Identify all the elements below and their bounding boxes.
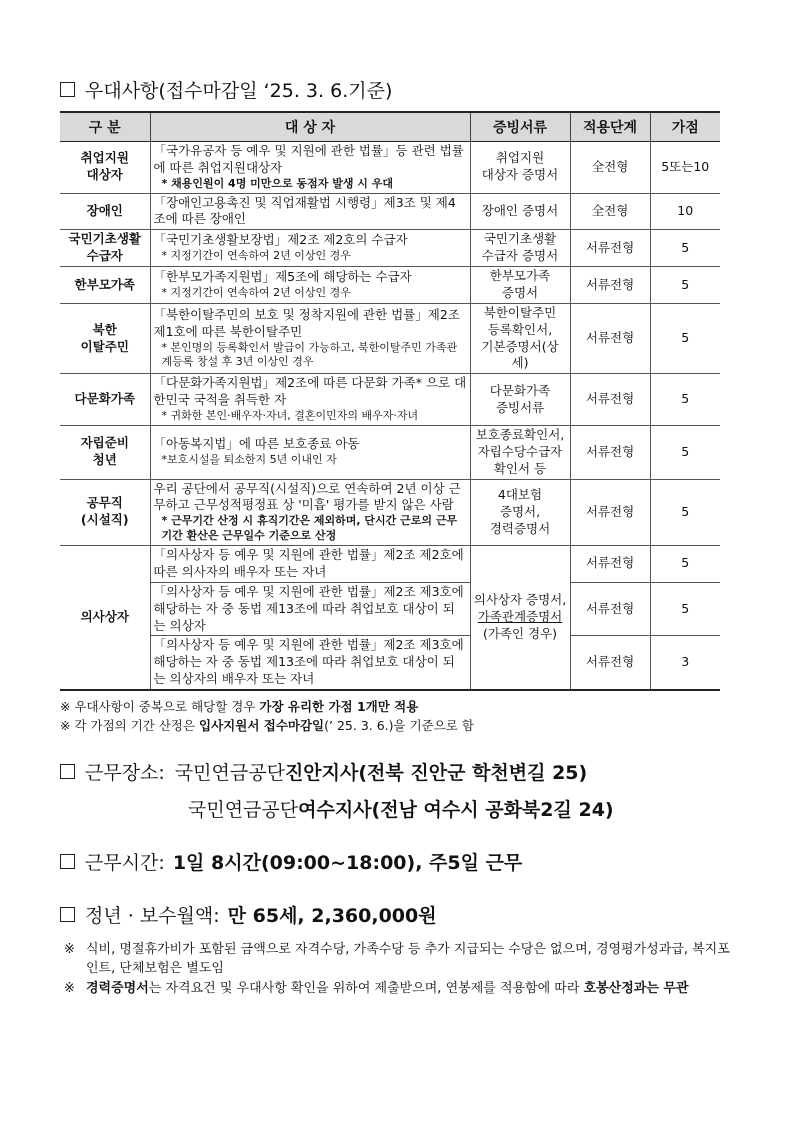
checkbox-square-icon bbox=[60, 854, 75, 869]
checkbox-square-icon bbox=[60, 907, 75, 922]
workplace-line1-branch: 진안지사(전북 진안군 학천변길 25) bbox=[284, 761, 588, 784]
table-header-row bbox=[60, 112, 720, 142]
workplace-line2-branch: 여수지사(전남 여수시 공화북2길 24) bbox=[298, 798, 614, 821]
row-points: 5 bbox=[650, 267, 720, 304]
row-stage: 서류전형 bbox=[570, 374, 650, 426]
salary-label: 정년 · 보수월액: bbox=[85, 904, 220, 927]
footnote-2 bbox=[60, 716, 740, 735]
martyr-doc-line1: 의사상자 증명서, bbox=[473, 592, 567, 608]
footnote-2-bold: 입사지원서 접수마감일 bbox=[199, 718, 325, 734]
row-category: 자립준비 청년 bbox=[60, 425, 150, 479]
row-points: 5 bbox=[650, 374, 720, 426]
row-target-note: *보호시설을 퇴소한지 5년 이내인 자 bbox=[161, 453, 337, 467]
note-mark: ※ bbox=[64, 980, 75, 996]
row-stage: 全전형 bbox=[570, 142, 650, 194]
hours-value: 1일 8시간(09:00~18:00), 주5일 근무 bbox=[172, 851, 523, 874]
salary-note-1 bbox=[64, 940, 740, 979]
row-target-martyr: 「의사상자 등 예우 및 지원에 관한 법률」제2조 제3호에 해당하는 자 중 동법 제13조에 따라 취업보호 대상이 되는 의상자 bbox=[150, 582, 470, 636]
section-workplace-line2 bbox=[60, 795, 740, 822]
row-points: 5 bbox=[650, 425, 720, 479]
row-target-text: 「국가유공자 등 예우 및 지원에 관한 법률」등 관련 법률에 따른 취업지원대상자 bbox=[153, 143, 464, 175]
row-stage-martyr: 서류전형 bbox=[570, 636, 650, 690]
row-target-text: 「북한이탈주민의 보호 및 정착지원에 관한 법률」제2조 제1호에 따른 북한이탈주민 bbox=[153, 306, 460, 339]
row-points: 5 bbox=[650, 230, 720, 267]
table-row bbox=[60, 479, 720, 545]
table-footnotes bbox=[60, 697, 740, 736]
row-category: 장애인 bbox=[60, 193, 150, 230]
row-points: 10 bbox=[650, 193, 720, 230]
row-target-note: * 본인명의 등록확인서 발급이 가능하고, 북한이탈주민 가족관계등록 창설 후 3년 이상인 경우 bbox=[161, 340, 458, 369]
row-target bbox=[150, 267, 470, 304]
row-target bbox=[150, 479, 470, 545]
workplace-line2-org: 국민연금공단 bbox=[188, 798, 299, 821]
row-document: 장애인 증명서 bbox=[470, 193, 570, 230]
salary-notes bbox=[60, 940, 740, 999]
document-page bbox=[60, 76, 740, 998]
row-target-note: * 귀화한 본인·배우자·자녀, 결혼이민자의 배우자·자녀 bbox=[161, 409, 419, 423]
row-points: 5 bbox=[650, 303, 720, 374]
row-target-note: * 채용인원이 4명 미만으로 동점자 발생 시 우대 bbox=[161, 176, 393, 190]
header-document: 증빙서류 bbox=[470, 112, 570, 142]
row-document: 북한이탈주민 등록확인서, 기본증명서(상세) bbox=[470, 303, 570, 374]
row-target bbox=[150, 230, 470, 267]
section-salary bbox=[60, 901, 740, 928]
row-category-martyr: 의사상자 bbox=[60, 546, 150, 691]
salary-note-2-bold-c: 호봉산정과는 무관 bbox=[583, 980, 689, 996]
row-document: 4대보험 증명서, 경력증명서 bbox=[470, 479, 570, 545]
row-category: 한부모가족 bbox=[60, 267, 150, 304]
section-preference bbox=[60, 76, 740, 103]
header-category: 구 분 bbox=[60, 112, 150, 142]
row-stage: 全전형 bbox=[570, 193, 650, 230]
row-points: 5또는10 bbox=[650, 142, 720, 194]
table-row bbox=[60, 230, 720, 267]
row-document: 한부모가족 증명서 bbox=[470, 267, 570, 304]
salary-note-1-text: 식비, 명절휴가비가 포함된 금액으로 자격수당, 가족수당 등 추가 지급되는 수당은 없으며, 경영평가성과급, 복지포인트, 단체보험은 별도임 bbox=[86, 941, 730, 977]
checkbox-square-icon bbox=[60, 764, 75, 779]
section-preference-title: 우대사항(접수마감일 ‘25. 3. 6.기준) bbox=[85, 80, 393, 102]
row-document: 국민기초생활 수급자 증명서 bbox=[470, 230, 570, 267]
salary-value: 만 65세, 2,360,000원 bbox=[227, 904, 437, 927]
row-target-note: * 지정기간이 연속하여 2년 이상인 경우 bbox=[161, 285, 351, 299]
salary-note-2-bold-a: 경력증명서 bbox=[86, 980, 149, 996]
row-target-note: * 근무기간 산정 시 휴직기간은 제외하며, 단시간 근로의 근무기간 환산은 근무일수 기준으로 산정 bbox=[161, 514, 458, 543]
row-category: 공무직 (시설직) bbox=[60, 479, 150, 545]
table-row bbox=[60, 425, 720, 479]
row-stage: 서류전형 bbox=[570, 303, 650, 374]
salary-note-2 bbox=[64, 979, 740, 999]
checkbox-square-icon bbox=[60, 82, 75, 97]
row-target-text: 「다문화가족지원법」제2조에 따른 다문화 가족* 으로 대한민국 국적을 취득한 자 bbox=[153, 375, 467, 408]
footnote-1-text: ※ 우대사항이 중복으로 해당할 경우 bbox=[60, 699, 260, 714]
table-row bbox=[60, 267, 720, 304]
section-hours bbox=[60, 848, 740, 875]
footnote-1 bbox=[60, 697, 740, 716]
martyr-doc-line2: 가족관계증명서 bbox=[477, 609, 563, 625]
table-row-martyr bbox=[60, 546, 720, 583]
row-document-martyr bbox=[470, 546, 570, 691]
row-category: 북한 이탈주민 bbox=[60, 303, 150, 374]
row-points-martyr: 3 bbox=[650, 636, 720, 690]
row-stage: 서류전형 bbox=[570, 479, 650, 545]
row-target-martyr: 「의사상자 등 예우 및 지원에 관한 법률」제2조 제2호에 따른 의사자의 배우자 또는 자녀 bbox=[150, 546, 470, 583]
martyr-doc-line3: (가족인 경우) bbox=[482, 625, 558, 641]
row-document: 보호종료확인서, 자립수당수급자 확인서 등 bbox=[470, 425, 570, 479]
row-stage-martyr: 서류전형 bbox=[570, 546, 650, 583]
row-points: 5 bbox=[650, 479, 720, 545]
row-category: 다문화가족 bbox=[60, 374, 150, 426]
salary-note-2-middle: 는 자격요건 및 우대사항 확인을 위하여 제출받으며, 연봉제를 적용함에 따라 bbox=[148, 980, 584, 996]
note-mark: ※ bbox=[64, 941, 75, 957]
row-target bbox=[150, 193, 470, 230]
hours-label: 근무시간: bbox=[85, 851, 165, 874]
section-workplace bbox=[60, 758, 740, 785]
row-points-martyr: 5 bbox=[650, 546, 720, 583]
row-target-text: 「아동복지법」에 따른 보호종료 아동 bbox=[153, 436, 360, 452]
row-document: 취업지원 대상자 증명서 bbox=[470, 142, 570, 194]
table-row bbox=[60, 303, 720, 374]
row-category: 국민기초생활 수급자 bbox=[60, 230, 150, 267]
workplace-line1-org: 국민연금공단 bbox=[174, 761, 285, 784]
header-points: 가점 bbox=[650, 112, 720, 142]
row-document: 다문화가족 증빙서류 bbox=[470, 374, 570, 426]
preference-table bbox=[60, 111, 720, 691]
table-row bbox=[60, 142, 720, 194]
row-target-text: 「장애인고용촉진 및 직업재활법 시행령」제3조 및 제4조에 따른 장애인 bbox=[153, 194, 456, 227]
row-target-text: 「한부모가족지원법」제5조에 해당하는 수급자 bbox=[153, 269, 412, 285]
footnote-1-bold: 가장 유리한 가점 1개만 적용 bbox=[259, 699, 419, 714]
table-row bbox=[60, 374, 720, 426]
table-row-martyr bbox=[60, 582, 720, 636]
header-stage: 적용단계 bbox=[570, 112, 650, 142]
row-stage: 서류전형 bbox=[570, 425, 650, 479]
row-stage-martyr: 서류전형 bbox=[570, 582, 650, 636]
row-stage: 서류전형 bbox=[570, 230, 650, 267]
row-target bbox=[150, 142, 470, 194]
footnote-2-tail: (’ 25. 3. 6.)을 기준으로 함 bbox=[324, 718, 474, 734]
row-category: 취업지원 대상자 bbox=[60, 142, 150, 194]
workplace-label: 근무장소: bbox=[85, 761, 165, 784]
header-target: 대 상 자 bbox=[150, 112, 470, 142]
table-row-martyr bbox=[60, 636, 720, 690]
row-target-text: 우리 공단에서 공무직(시설직)으로 연속하여 2년 이상 근무하고 근무성적평정표 상 '미흡' 평가를 받지 않은 사람 bbox=[153, 480, 461, 513]
row-target-note: * 지정기간이 연속하여 2년 이상인 경우 bbox=[161, 249, 351, 263]
row-target-text: 「국민기초생활보장법」제2조 제2호의 수급자 bbox=[153, 232, 408, 248]
salary-note-2-text bbox=[86, 979, 689, 999]
table-row bbox=[60, 193, 720, 230]
row-points-martyr: 5 bbox=[650, 582, 720, 636]
row-stage: 서류전형 bbox=[570, 267, 650, 304]
row-target bbox=[150, 374, 470, 426]
footnote-2-text: ※ 각 가점의 기간 산정은 bbox=[60, 718, 200, 734]
row-target-martyr: 「의사상자 등 예우 및 지원에 관한 법률」제2조 제3호에 해당하는 자 중 동법 제13조에 따라 취업보호 대상이 되는 의상자의 배우자 또는 자녀 bbox=[150, 636, 470, 690]
row-target bbox=[150, 425, 470, 479]
row-target bbox=[150, 303, 470, 374]
